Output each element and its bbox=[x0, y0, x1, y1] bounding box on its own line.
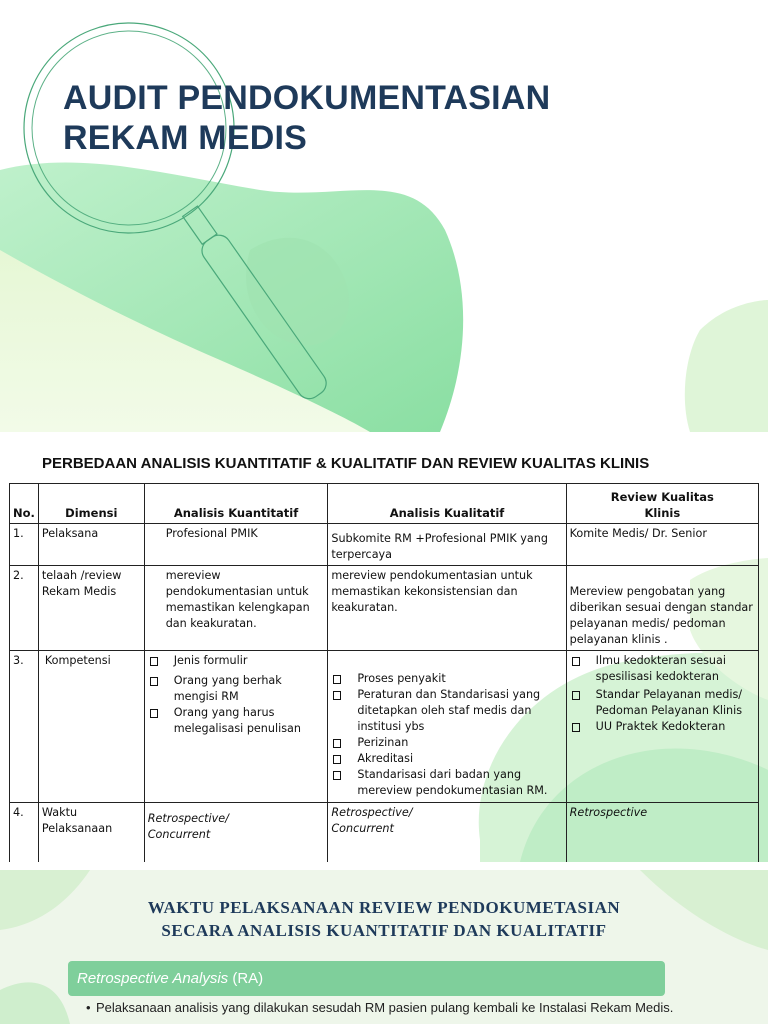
cell-text: Mereview pengobatan yang diberikan sesuai dengan standar pelayanan medis/ pedoman pelayanan klinis . bbox=[569, 585, 753, 646]
cell-dimensi: Pelaksana bbox=[38, 524, 144, 566]
list-item bbox=[331, 767, 562, 799]
cell-text: Profesional PMIK bbox=[165, 527, 258, 540]
kuantitatif-list bbox=[148, 653, 325, 737]
cell-dimensi bbox=[38, 651, 144, 803]
cell-review: Retrospective bbox=[566, 803, 758, 863]
list-item-text: Peraturan dan Standarisasi yang ditetapkan oleh staf medis dan institusi ybs bbox=[357, 688, 541, 733]
cell-kuantitatif bbox=[144, 651, 328, 803]
list-item bbox=[331, 735, 562, 751]
list-item bbox=[570, 687, 755, 719]
cell-kuantitatif bbox=[144, 524, 328, 566]
title-line-2: REKAM MEDIS bbox=[63, 119, 307, 157]
review-list bbox=[570, 653, 755, 735]
list-item-text: Standarisasi dari badan yang mereview pendokumentasian RM. bbox=[357, 768, 548, 797]
checkbox-icon bbox=[333, 771, 341, 780]
ra-label: Retrospective Analysis bbox=[77, 970, 229, 987]
list-item-text: Proses penyakit bbox=[357, 672, 446, 685]
header-review bbox=[566, 484, 758, 524]
header-review-line-2: Klinis bbox=[644, 506, 681, 520]
checkbox-icon bbox=[150, 657, 158, 666]
checkbox-icon bbox=[333, 675, 341, 684]
list-item-text: Jenis formulir bbox=[173, 654, 248, 667]
table-row bbox=[10, 803, 759, 863]
list-item bbox=[331, 687, 562, 735]
list-item-text: UU Praktek Kedokteran bbox=[595, 720, 726, 733]
decorative-background bbox=[0, 0, 768, 432]
cell-kualitatif: mereview pendokumentasian untuk memastikan kekonsistensian dan keakuratan. bbox=[328, 566, 566, 651]
cell-no: 4. bbox=[10, 803, 39, 863]
timing-title bbox=[0, 896, 768, 942]
timing-title-line-2: SECARA ANALISIS KUANTITATIF DAN KUALITATIF bbox=[161, 921, 607, 940]
cell-dimensi: Waktu Pelaksanaan bbox=[38, 803, 144, 863]
header-kuantitatif: Analisis Kuantitatif bbox=[144, 484, 328, 524]
cell-text: Kompetensi bbox=[44, 654, 111, 667]
header-no: No. bbox=[10, 484, 39, 524]
bullet-icon: • bbox=[86, 1000, 91, 1015]
checkbox-icon bbox=[333, 691, 341, 700]
header-dimensi: Dimensi bbox=[38, 484, 144, 524]
table-row bbox=[10, 524, 759, 566]
kualitatif-list bbox=[331, 671, 562, 799]
table-row bbox=[10, 651, 759, 803]
cell-review bbox=[566, 566, 758, 651]
cell-kualitatif bbox=[328, 524, 566, 566]
checkbox-icon bbox=[572, 691, 580, 700]
cell-no: 2. bbox=[10, 566, 39, 651]
table-header-row bbox=[10, 484, 759, 524]
list-item-text: Standar Pelayanan medis/ Pedoman Pelayanan Klinis bbox=[595, 688, 743, 717]
cell-text: Retrospective/ Concurrent bbox=[147, 812, 229, 841]
list-item-text: Ilmu kedokteran sesuai spesilisasi kedokteran bbox=[595, 654, 726, 683]
list-item bbox=[148, 673, 325, 705]
cell-review bbox=[566, 651, 758, 803]
list-item bbox=[148, 705, 325, 737]
checkbox-icon bbox=[572, 657, 580, 666]
cell-kualitatif bbox=[328, 803, 566, 863]
title-line-1: AUDIT PENDOKUMENTASIAN bbox=[63, 79, 551, 117]
cell-no: 1. bbox=[10, 524, 39, 566]
table-row bbox=[10, 566, 759, 651]
title-slide bbox=[0, 0, 768, 432]
list-item-text: Perizinan bbox=[357, 736, 409, 749]
checkbox-icon bbox=[572, 723, 580, 732]
cell-kuantitatif bbox=[144, 803, 328, 863]
list-item bbox=[570, 653, 755, 685]
cell-kuantitatif bbox=[144, 566, 328, 651]
checkbox-icon bbox=[333, 739, 341, 748]
cell-review: Komite Medis/ Dr. Senior bbox=[566, 524, 758, 566]
timing-title-line-1: WAKTU PELAKSANAAN REVIEW PENDOKUMETASIAN bbox=[147, 898, 621, 917]
cell-text: Retrospective/ Concurrent bbox=[331, 806, 413, 835]
list-item bbox=[331, 751, 562, 767]
header-review-line-1: Review Kualitas bbox=[610, 490, 714, 504]
retrospective-analysis-bar bbox=[68, 961, 665, 996]
list-item bbox=[331, 671, 562, 687]
list-item-text: Orang yang berhak mengisi RM bbox=[173, 674, 282, 703]
slide-title bbox=[63, 78, 550, 158]
comparison-table bbox=[9, 483, 759, 862]
comparison-slide bbox=[0, 440, 768, 862]
checkbox-icon bbox=[150, 677, 158, 686]
list-item bbox=[570, 719, 755, 735]
list-item-text: Akreditasi bbox=[357, 752, 414, 765]
header-kualitatif: Analisis Kualitatif bbox=[328, 484, 566, 524]
checkbox-icon bbox=[150, 709, 158, 718]
checkbox-icon bbox=[333, 755, 341, 764]
comparison-heading: PERBEDAAN ANALISIS KUANTITATIF & KUALITATIF DAN REVIEW KUALITAS KLINIS bbox=[42, 455, 650, 472]
timing-slide bbox=[0, 870, 768, 1024]
cell-text: Subkomite RM +Profesional PMIK yang terpercaya bbox=[331, 532, 548, 561]
cell-dimensi: telaah /review Rekam Medis bbox=[38, 566, 144, 651]
cell-text: mereview pendokumentasian untuk memastikan kelengkapan dan keakuratan. bbox=[165, 569, 310, 630]
ra-abbr: (RA) bbox=[232, 970, 264, 987]
list-item bbox=[86, 1000, 686, 1016]
cell-kualitatif bbox=[328, 651, 566, 803]
cell-no: 3. bbox=[10, 651, 39, 803]
list-item-text: Orang yang harus melegalisasi penulisan bbox=[173, 706, 301, 735]
list-item bbox=[148, 653, 325, 669]
bullet-text: Pelaksanaan analisis yang dilakukan sesudah RM pasien pulang kembali ke Instalasi Rekam Medis. bbox=[96, 1000, 674, 1015]
